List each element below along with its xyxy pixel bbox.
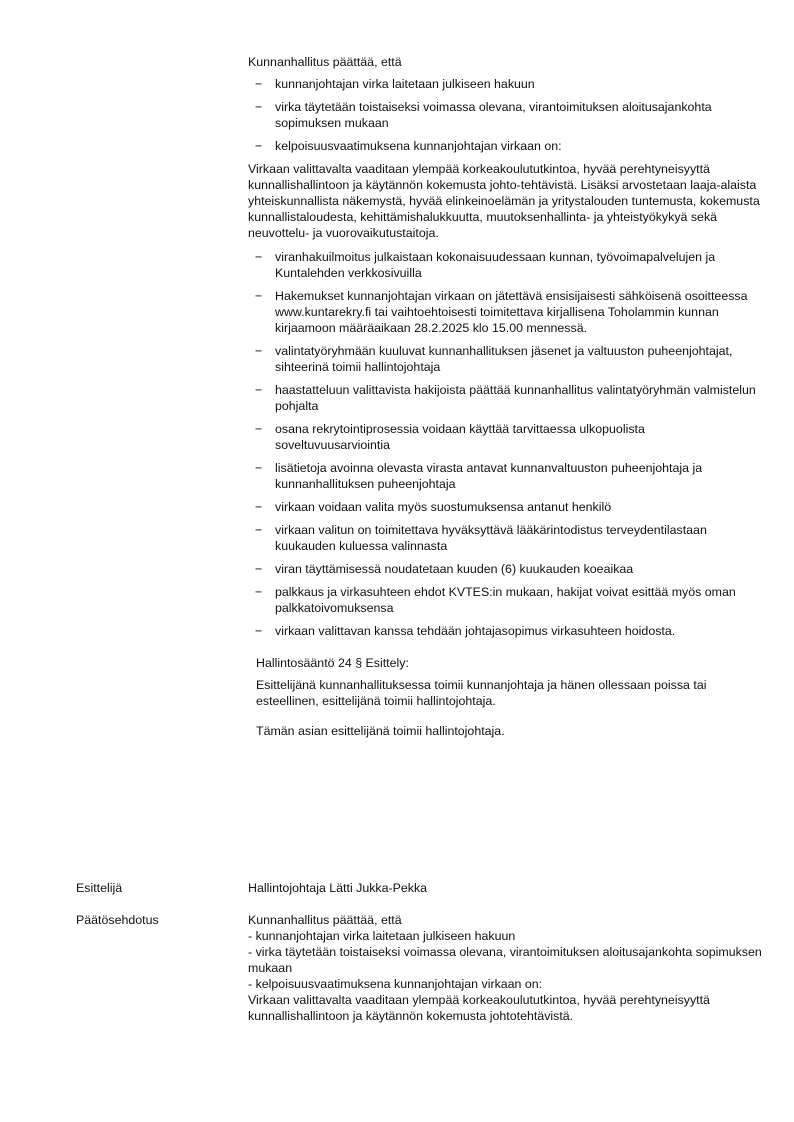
presenter-value: Hallintojohtaja Lätti Jukka-Pekka bbox=[248, 881, 428, 895]
decision-item-text: virkaan voidaan valita myös suostumuksensa antanut henkilö bbox=[275, 500, 612, 514]
proposal-content bbox=[248, 912, 763, 1024]
proposal-line: Virkaan valittavalta vaaditaan ylempää korkeakoulututkintoa, hyvää perehtyneisyyttä kunnallishallintoon ja käytännön kokemusta johtotehtävistä. bbox=[248, 993, 710, 1023]
decision-list-b bbox=[248, 249, 760, 639]
decision-list-a bbox=[248, 76, 760, 154]
proposal-line: - kelpoisuusvaatimuksena kunnanjohtajan virkaan on: bbox=[248, 977, 543, 991]
dash-bullet: − bbox=[255, 422, 263, 436]
decision-item bbox=[248, 460, 760, 492]
dash-bullet: − bbox=[255, 289, 263, 303]
decision-item-text: viran täyttämisessä noudatetaan kuuden (6) kuukauden koeaikaa bbox=[275, 562, 634, 576]
proposal-label: Päätösehdotus bbox=[76, 913, 159, 927]
decision-item bbox=[248, 288, 760, 336]
decision-item-text: virkaan valittavan kanssa tehdään johtajasopimus virkasuhteen hoidosta. bbox=[275, 624, 676, 638]
dash-bullet: − bbox=[255, 585, 263, 599]
dash-bullet: − bbox=[255, 250, 263, 264]
dash-bullet: − bbox=[255, 383, 263, 397]
decision-item-text: kunnanjohtajan virka laitetaan julkiseen hakuun bbox=[275, 77, 535, 91]
decision-item bbox=[248, 99, 760, 131]
qualification-paragraph: Virkaan valittavalta vaaditaan ylempää korkeakoulututkintoa, hyvää perehtyneisyyttä kunnallishallintoon ja käytännön kokemusta johto-tehtävistä. Lisäksi arvostetaan laaja-alaista yhteiskunnallista näkemystä, hyvää elinkeinoelämän ja yritystalouden tuntemusta, kokemusta kunnallistaloudesta, kehittämishalukkuutta, muutoksenhallinta- ja yhteistyökykyä sekä neuvottelu- ja vuorovaikutustaitoja. bbox=[248, 162, 760, 240]
decision-item bbox=[248, 623, 760, 639]
decision-item bbox=[248, 561, 760, 577]
closing-statement: Tämän asian esittelijänä toimii hallintojohtaja. bbox=[256, 724, 505, 738]
rule-text: Esittelijänä kunnanhallituksessa toimii kunnanjohtaja ja hänen ollessaan poissa tai esteellinen, esittelijänä toimii hallintojohtaja. bbox=[256, 678, 707, 708]
decision-item bbox=[248, 138, 760, 154]
decision-item-text: viranhakuilmoitus julkaistaan kokonaisuudessaan kunnan, työvoimapalvelujen ja Kuntalehden verkkosivuilla bbox=[275, 250, 716, 280]
decision-item-text: kelpoisuusvaatimuksena kunnanjohtajan virkaan on: bbox=[275, 139, 562, 153]
proposal-line: Kunnanhallitus päättää, että bbox=[248, 913, 402, 927]
decision-item bbox=[248, 522, 760, 554]
decision-item bbox=[248, 343, 760, 375]
dash-bullet: − bbox=[255, 500, 263, 514]
decision-item-text: Hakemukset kunnanjohtajan virkaan on jätettävä ensisijaisesti sähköisenä osoitteessa www.kuntarekry.fi tai vaihtoehtoisesti toimitettava kirjallisena Toholammin kunnan kirjaamoon määräaikaan 28.2.2025 klo 15.00 mennessä. bbox=[275, 289, 748, 335]
decision-item-text: palkkaus ja virkasuhteen ehdot KVTES:in mukaan, hakijat voivat esittää myös oman palkkatoivomuksensa bbox=[275, 585, 736, 615]
decision-item bbox=[248, 499, 760, 515]
rule-section bbox=[248, 655, 760, 739]
dash-bullet: − bbox=[255, 100, 263, 114]
rule-heading: Hallintosääntö 24 § Esittely: bbox=[256, 656, 409, 670]
decision-item-text: haastatteluun valittavista hakijoista päättää kunnanhallitus valintatyöryhmän valmistelun pohjalta bbox=[275, 383, 756, 413]
decision-item-text: lisätietoja avoinna olevasta virasta antavat kunnanvaltuuston puheenjohtaja ja kunnanhallituksen puheenjohtaja bbox=[275, 461, 703, 491]
decision-intro: Kunnanhallitus päättää, että bbox=[248, 55, 402, 69]
decision-item bbox=[248, 421, 760, 453]
decision-item-text: virkaan valitun on toimitettava hyväksyttävä lääkärintodistus terveydentilastaan kuukauden kuluessa valinnasta bbox=[275, 523, 707, 553]
dash-bullet: − bbox=[255, 562, 263, 576]
dash-bullet: − bbox=[255, 523, 263, 537]
proposal-line: - virka täytetään toistaiseksi voimassa olevana, virantoimituksen aloitusajankohta sopimuksen mukaan bbox=[248, 945, 762, 975]
dash-bullet: − bbox=[255, 344, 263, 358]
decision-item-text: valintatyöryhmään kuuluvat kunnanhallituksen jäsenet ja valtuuston puheenjohtajat, sihteerinä toimii hallintojohtaja bbox=[275, 344, 733, 374]
dash-bullet: − bbox=[255, 624, 263, 638]
proposal-line: - kunnanjohtajan virka laitetaan julkiseen hakuun bbox=[248, 929, 516, 943]
dash-bullet: − bbox=[255, 139, 263, 153]
presenter-label: Esittelijä bbox=[76, 881, 123, 895]
dash-bullet: − bbox=[255, 77, 263, 91]
decision-item bbox=[248, 249, 760, 281]
decision-item-text: osana rekrytointiprosessia voidaan käyttää tarvittaessa ulkopuolista soveltuvuusarviointia bbox=[275, 422, 645, 452]
decision-item-text: virka täytetään toistaiseksi voimassa olevana, virantoimituksen aloitusajankohta sopimuksen mukaan bbox=[275, 100, 712, 130]
dash-bullet: − bbox=[255, 461, 263, 475]
decision-item bbox=[248, 382, 760, 414]
decision-item bbox=[248, 584, 760, 616]
decision-item bbox=[248, 76, 760, 92]
main-text-block bbox=[248, 54, 760, 739]
